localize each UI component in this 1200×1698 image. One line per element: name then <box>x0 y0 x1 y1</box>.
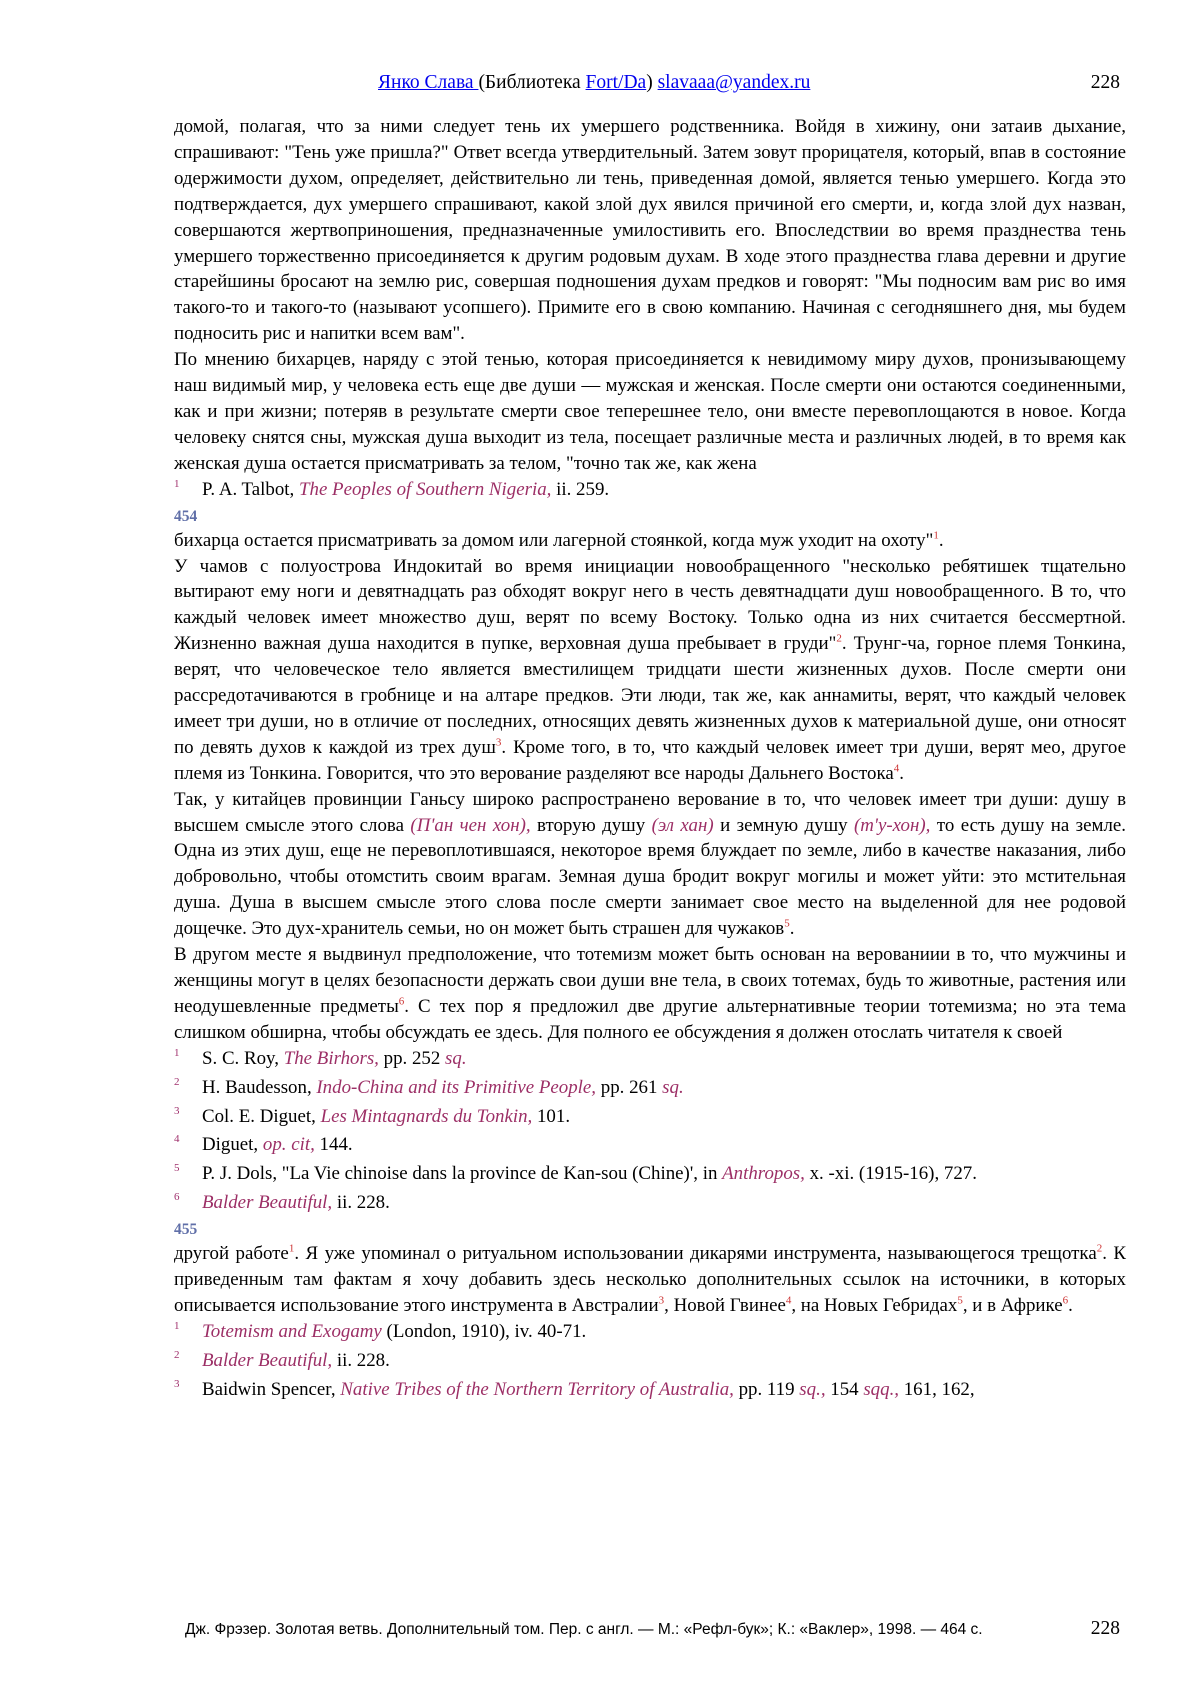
footnote-title: op. cit, <box>262 1134 315 1156</box>
paragraph-7-part-e: , на Новых Гебридах <box>791 1294 958 1316</box>
footer-citation: Дж. Фрэзер. Золотая ветвь. Дополнительный том. Пер. с англ. — М.: «Рефл-бук»; К.: «Ваклер», 1998. — 464 с. <box>185 1621 983 1638</box>
page-header <box>0 72 1200 100</box>
footnote-title: Anthropos, <box>722 1163 805 1185</box>
page-footer <box>0 1618 1200 1644</box>
paragraph-2: По мнению бихарцев, наряду с этой тенью, которая присоединяется к невидимому миру духов, пронизывающему наш видимый мир, у человека есть еще две души — мужская и женская. После смерти они остаются соединенными, как и при жизни; потеряв в результате смерти свое теперешнее тело, они вместе перевоплощаются в новое. Когда человеку снятся сны, мужская душа выходит из тела, посещает различные места и различных людей, в то время как женская душа остается присматривать за телом, "точно так же, как жена <box>174 349 1126 474</box>
footnote-title: Indo-China and its Primitive People, <box>316 1076 597 1098</box>
header-library-close: ) <box>646 72 658 93</box>
footer-page-number: 228 <box>1090 1618 1120 1639</box>
footnote-locator: 144. <box>314 1134 353 1156</box>
footnote-ref[interactable]: 2 <box>836 632 842 645</box>
footnote-locator: 161, 162, <box>899 1378 975 1400</box>
footnote-author: P. J. Dols, "La Vie chinoise dans la province de Kan-sou (Chine)', in <box>202 1163 723 1185</box>
footnote-number: 1 <box>174 1046 180 1059</box>
footnote-number: 2 <box>174 1348 180 1361</box>
paragraph-7 <box>174 1241 1126 1319</box>
footnote-locator: ii. 228. <box>332 1192 390 1214</box>
paragraph-7-part-b: . Я уже упоминал о ритуальном использовании дикарями инструмента, называющегося трещотка <box>294 1243 1097 1265</box>
footnote <box>174 1046 1126 1075</box>
paragraph-5-part-a: Так, у китайцев провинции Ганьсу широко распространено верование в то, что человек имеет три души: душу в высшем смысле этого слова <box>174 788 1126 836</box>
footnote-ref[interactable]: 3 <box>495 736 502 749</box>
footnote-ref[interactable]: 5 <box>784 917 790 930</box>
library-link[interactable]: Fort/Da <box>585 72 647 93</box>
italic-term: (П'ан чен хон), <box>410 814 531 836</box>
footnote-ref[interactable]: 1 <box>288 1242 295 1255</box>
footnote-number: 1 <box>174 1319 180 1332</box>
footnote-title: Balder Beautiful, <box>202 1349 333 1371</box>
footnote-author: Col. E. Diguet, <box>202 1105 321 1127</box>
footnote-text <box>202 1046 1126 1072</box>
footnote <box>174 1075 1126 1104</box>
footnote-title: Balder Beautiful, <box>202 1192 333 1214</box>
italic-term: (эл хан) <box>651 814 714 836</box>
footnote-text <box>202 1075 1126 1101</box>
footnote-ref[interactable]: 4 <box>785 1294 792 1307</box>
footnote <box>174 1190 1126 1219</box>
footnote-author: Baidwin Spencer, <box>202 1378 341 1400</box>
email-link[interactable]: slavaaa@yandex.ru <box>657 72 811 93</box>
footnote-sq: sq. <box>445 1047 467 1069</box>
paragraph-7-part-f: , и в Африке <box>962 1294 1063 1316</box>
footnote-author: S. C. Roy, <box>202 1047 284 1069</box>
paragraph-5-part-c: и земную душу <box>713 814 854 836</box>
footnotes-group-a <box>174 1046 1126 1219</box>
italic-term: (т'у-хон), <box>854 814 931 836</box>
footnote-author: P. A. Talbot, <box>202 478 299 500</box>
paragraph-4-part-b: . Трунг-ча, горное племя Тонкина, верят, что человеческое тело является вместилищем тридцати шести жизненных духов. После смерти они рассредотачиваются в гробнице и на алтаре предков. Эти люди, так же, как аннамиты, верят, что каждый человек имеет три души, но в отличие от последних, относящих девять жизненных духов к материальной душе, они относят по девять духов к каждой из трех душ <box>174 633 1126 758</box>
footnote-title: Native Tribes of the Northern Territory of Australia, <box>340 1378 734 1400</box>
footnote-locator: 101. <box>532 1105 571 1127</box>
footnote-title: Les Mintagnards du Tonkin, <box>320 1105 533 1127</box>
footnote-number: 2 <box>174 1075 180 1088</box>
footnote <box>174 1104 1126 1133</box>
paragraph-5 <box>174 787 1126 942</box>
footnote-locator: (London, 1910), iv. 40-71. <box>381 1320 587 1342</box>
footnote-text <box>202 1319 1126 1345</box>
paragraph-4-part-d: . <box>899 762 904 784</box>
footnote-text <box>202 1377 1126 1403</box>
footnote <box>174 1161 1126 1190</box>
paragraph-3 <box>174 528 1126 554</box>
paragraph-4 <box>174 554 1126 787</box>
footnote-talbot <box>174 477 1126 506</box>
footnote-locator: pp. 119 <box>733 1378 800 1400</box>
paragraph-7-part-a: другой работе <box>174 1243 289 1265</box>
paragraph-1: домой, полагая, что за ними следует тень их умершего родственника. Войдя в хижину, они затаив дыхание, спрашивают: "Тень уже пришла?" Ответ всегда утвердительный. Затем зовут прорицателя, который, впав в состояние одержимости духом, определяет, действительно ли тень, приведенная домой, является тенью умершего. Когда это подтверждается, дух умершего спрашивают, какой злой дух явился причиной его смерти, и, когда злой дух назван, совершаются жертвоприношения, предназначенные умилостивить его. Впоследствии во время празднества тень умершего торжественно присоединяется к другим родовым духам. В ходе этого празднества глава деревни и другие старейшины бросают на землю рис, совершая подношения духам предков и говорят: "Мы подносим вам рис во имя такого-то и такого-то (называют усопшего). Примите его в свою компанию. Начиная с сегодняшнего дня, мы будем подносить рис и напитки всем вам". <box>174 116 1126 345</box>
footnote-number: 5 <box>174 1162 180 1175</box>
footnote-text <box>202 1104 1126 1130</box>
footnote-ref[interactable]: 5 <box>957 1294 963 1307</box>
paragraph-4-part-a: У чамов с полуострова Индокитай во время инициации новообращенного "несколько ребятишек тщательно вытирают ему ноги и девятнадцать раз обходят вокруг него в честь девятнадцати душ новообращенного. В то, что каждый человек имеет множество душ, верят по всему Востоку. Только одна из них считается бессмертной. Жизненно важная душа находится в пупке, верховная душа пребывает в груди" <box>174 555 1126 655</box>
footnote-locator: pp. 252 <box>378 1047 446 1069</box>
footnote-text <box>202 1161 1126 1187</box>
paragraph-6-part-b: . С тех пор я предложил две другие альтернативные теории тотемизма; но эта тема слишком обширна, чтобы обсуждать ее здесь. Для полного ее обсуждения я должен отослать читателя к своей <box>174 995 1126 1043</box>
header-page-number: 228 <box>1090 72 1120 93</box>
footnote-sq: sqq., <box>863 1378 900 1400</box>
footnote-ref[interactable]: 1 <box>933 529 939 542</box>
footnote-number: 3 <box>174 1377 180 1390</box>
header-library-open: (Библиотека <box>478 72 586 93</box>
paragraph-7-part-g: . <box>1068 1294 1073 1316</box>
paragraph-5-part-d: то есть душу на земле. Одна из этих душ, еще не перевоплотившаяся, некоторое время блуждает по земле, либо в качестве наказания, либо добровольно, чтобы отомстить своим врагам. Земная душа бродит вокруг могилы и может уйти: это мстительная душа. Душа в высшем смысле этого слова после смерти занимает свое место на выделенной для нее родовой дощечке. Это дух-хранитель семьи, но он может быть страшен для чужаков <box>174 814 1126 940</box>
footnotes-group-b <box>174 1319 1126 1406</box>
footnote-number: 1 <box>174 477 180 490</box>
footnote-locator: ii. 228. <box>332 1349 390 1371</box>
footnote-locator: pp. 261 <box>596 1076 663 1098</box>
footnote-text <box>202 1132 1126 1158</box>
footnote-sq: sq. <box>662 1076 684 1098</box>
page-marker-455: 455 <box>174 1221 198 1239</box>
page-marker-454: 454 <box>174 507 198 525</box>
footnote-title: The Peoples of Southern Nigeria, <box>299 478 552 500</box>
footnote-spencer <box>174 1377 1126 1406</box>
footnote-ref[interactable]: 4 <box>893 762 900 775</box>
footnote-ref[interactable]: 2 <box>1096 1242 1103 1255</box>
footnote <box>174 1132 1126 1161</box>
paragraph-3-text: бихарца остается присматривать за домом или лагерной стоянкой, когда муж уходит на охоту" <box>174 529 934 551</box>
footnote-ref[interactable]: 6 <box>1062 1294 1069 1307</box>
document-body <box>174 114 1126 1406</box>
footnote-title: The Birhors, <box>283 1047 379 1069</box>
footnote-locator: x. -xi. (1915-16), 727. <box>804 1163 977 1185</box>
header-source-line <box>378 72 810 94</box>
footnote-sq: sq., <box>799 1378 826 1400</box>
paragraph-7-part-d: , Новой Гвинее <box>664 1294 786 1316</box>
footnote-locator: ii. 259. <box>551 478 610 500</box>
paragraph-3-end: . <box>938 529 944 551</box>
footnote-author: Diguet, <box>202 1134 263 1156</box>
footnote-number: 3 <box>174 1104 180 1117</box>
paragraph-6-part-a: В другом месте я выдвинул предположение, что тотемизм может быть основан на верованиии в то, что мужчины и женщины могут в целях безопасности держать свои души вне тела, в своих тотемах, будь то животные, растения или неодушевленные предметы <box>174 944 1126 1017</box>
paragraph-5-part-b: вторую душу <box>530 814 652 836</box>
footnote-locator: 154 <box>825 1378 864 1400</box>
footnote-ref[interactable]: 6 <box>398 995 405 1008</box>
paragraph-6 <box>174 942 1126 1046</box>
footnote-text <box>202 1190 1126 1216</box>
footnote-text <box>202 1348 1126 1374</box>
paragraph-5-part-e: . <box>789 918 795 940</box>
footnote <box>174 1348 1126 1377</box>
footnote-number: 6 <box>174 1191 180 1204</box>
author-link[interactable]: Янко Слава <box>378 72 479 93</box>
paragraph-7-part-c: . К приведенным там фактам я хочу добавить здесь несколько дополнительных ссылок на источники, в которых описывается использование этого инструмента в Австралии <box>174 1243 1127 1316</box>
footnote-number: 4 <box>174 1133 180 1146</box>
footnote-text <box>202 477 1126 503</box>
footnote-author: H. Baudesson, <box>202 1076 317 1098</box>
footnote-ref[interactable]: 3 <box>658 1294 665 1307</box>
footnote-title: Totemism and Exogamy <box>202 1320 382 1342</box>
footnote <box>174 1319 1126 1348</box>
paragraph-4-part-c: . Кроме того, в то, что каждый человек имеет три души, верят мео, другое племя из Тонкина. Говорится, что это верование разделяют все народы Дальнего Востока <box>174 736 1126 784</box>
